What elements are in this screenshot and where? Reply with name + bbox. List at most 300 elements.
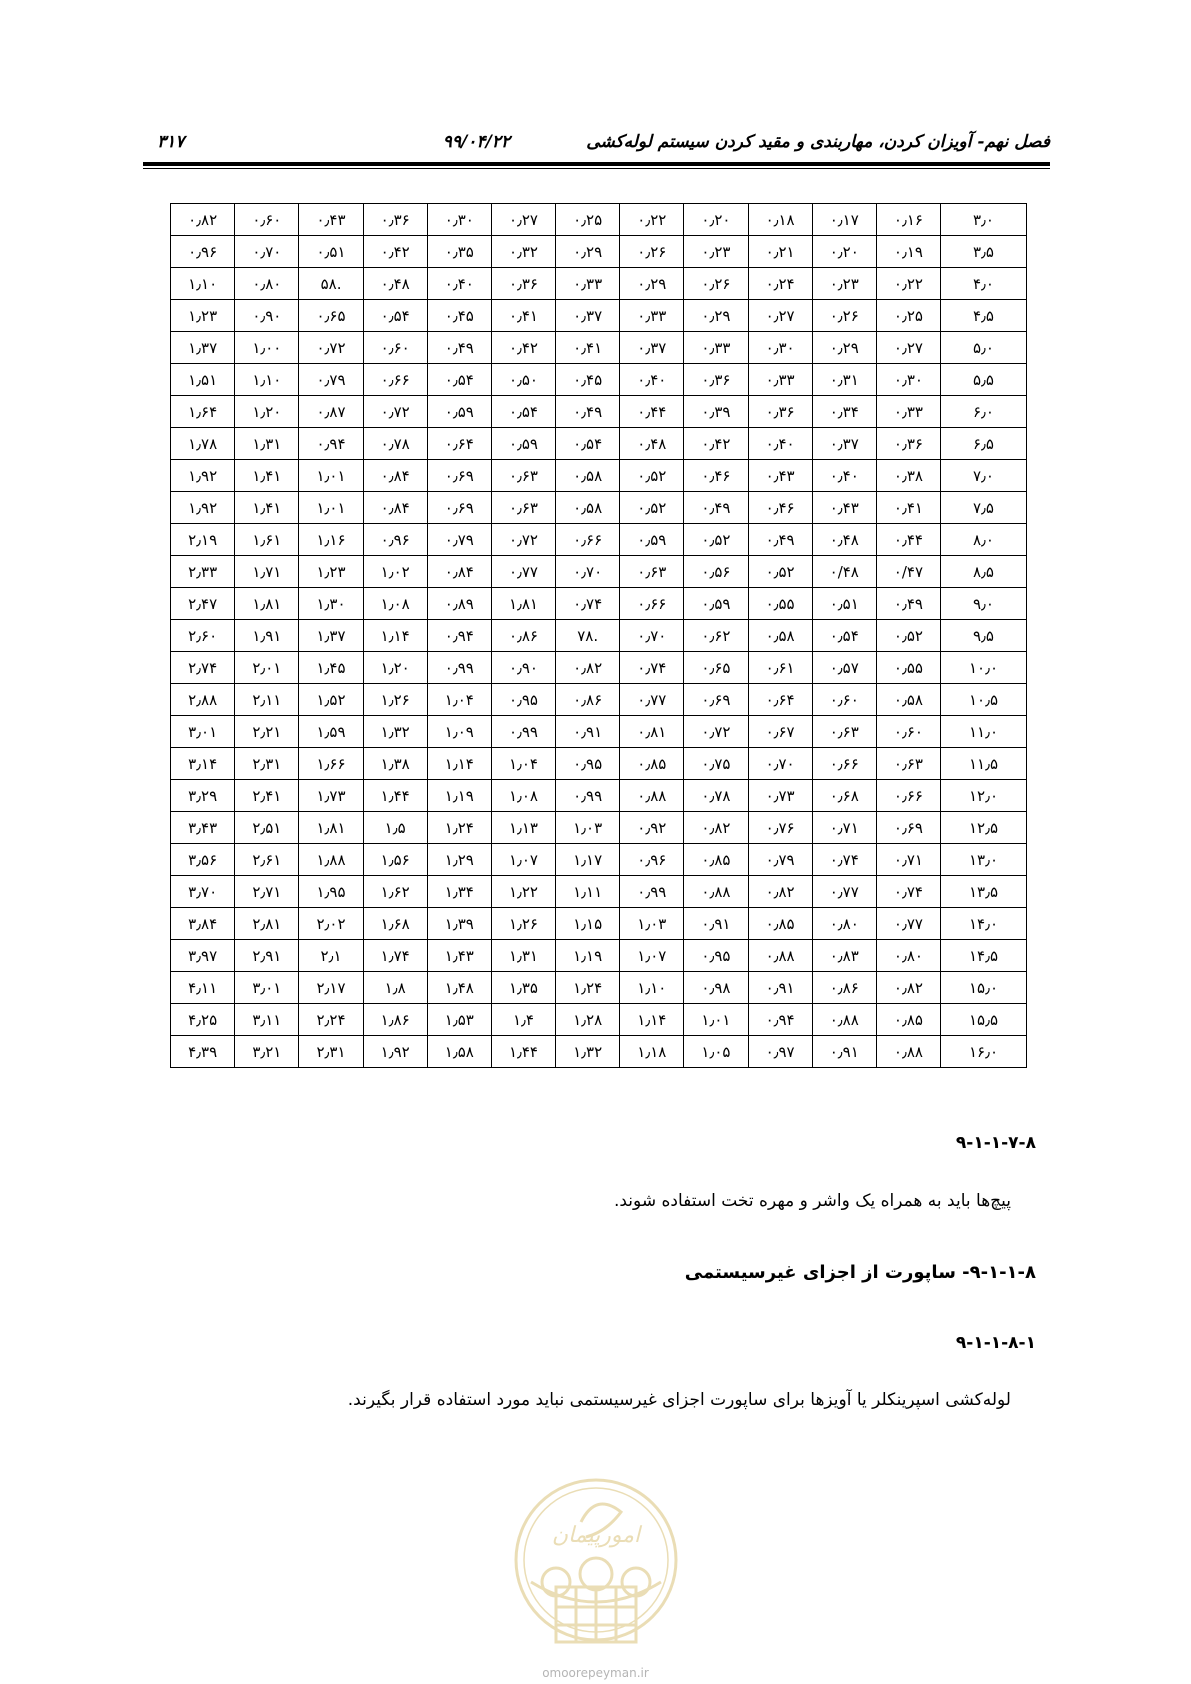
table-cell-value: ۱٫۴۳ xyxy=(427,940,491,972)
table-cell-value: ۱٫۴۱ xyxy=(235,492,299,524)
table-cell-span: ۱۵٫۵ xyxy=(941,1004,1027,1036)
table-cell-value: ۱٫۱۰ xyxy=(620,972,684,1004)
table-cell-value: ۰٫۱۷ xyxy=(812,204,876,236)
table-cell-value: ۰٫۵۴ xyxy=(363,300,427,332)
table-cell-value: ۰٫۶۰ xyxy=(876,716,940,748)
table-cell-value: ۰٫۷۹ xyxy=(748,844,812,876)
table-cell-value: ۰٫۲۳ xyxy=(812,268,876,300)
table-cell-value: ۰٫۴۳ xyxy=(748,460,812,492)
table-cell-span: ۳٫۵ xyxy=(941,236,1027,268)
table-cell-value: ۰٫۹۴ xyxy=(427,620,491,652)
table-cell-value: ۳٫۲۹ xyxy=(171,780,235,812)
table-cell-value: ۰٫۷۱ xyxy=(876,844,940,876)
table-cell-value: ۰٫۲۴ xyxy=(748,268,812,300)
table-row xyxy=(171,268,1027,300)
table-cell-value: ۲٫۸۱ xyxy=(235,908,299,940)
table-cell-value: ۱٫۶۸ xyxy=(363,908,427,940)
table-cell-value: ۱٫۴۴ xyxy=(363,780,427,812)
table-cell-span: ۱۳٫۵ xyxy=(941,876,1027,908)
table-cell-value: ۰٫۲۷ xyxy=(491,204,555,236)
table-cell-value: ۱٫۵۹ xyxy=(299,716,363,748)
table-cell-value: ۱٫۲۴ xyxy=(556,972,620,1004)
table-cell-value: ۰٫۴۸ xyxy=(620,428,684,460)
table-cell-value: ۰٫۴۰ xyxy=(812,460,876,492)
seal-text: امورپیمان xyxy=(551,1523,641,1548)
table-cell-value: ۰٫۲۰ xyxy=(684,204,748,236)
table-row xyxy=(171,908,1027,940)
table-cell-value: ۱٫۷۴ xyxy=(363,940,427,972)
table-cell-value: ۰٫۲۱ xyxy=(748,236,812,268)
table-cell-value: ۰٫۳۲ xyxy=(491,236,555,268)
table-row xyxy=(171,588,1027,620)
table-cell-value: ۰٫۲۲ xyxy=(876,268,940,300)
table-cell-value: ۱٫۶۲ xyxy=(363,876,427,908)
table-cell-value: ۱٫۰۱ xyxy=(299,460,363,492)
table-cell-value: ۰٫۸۸ xyxy=(812,1004,876,1036)
table-cell-value: ۰٫۹۱ xyxy=(556,716,620,748)
watermark-site: omoorepeyman.ir xyxy=(542,1666,649,1680)
table-cell-value: ۰٫۵۱ xyxy=(812,588,876,620)
table-row xyxy=(171,620,1027,652)
page-number: ۳۱۷ xyxy=(157,132,185,152)
table-cell-value: ۰٫۸۹ xyxy=(427,588,491,620)
table-cell-value: ۰٫۷۰ xyxy=(235,236,299,268)
table-cell-value: ۱٫۴۸ xyxy=(427,972,491,1004)
table-cell-value: ۱٫۱۱ xyxy=(556,876,620,908)
table-cell-value: ۰٫۵۲ xyxy=(620,492,684,524)
table-row xyxy=(171,492,1027,524)
table-cell-span: ۱۲٫۰ xyxy=(941,780,1027,812)
table-cell-value: ۰٫۸۲ xyxy=(876,972,940,1004)
table-cell-span: ۱۱٫۵ xyxy=(941,748,1027,780)
table-cell-value: ۱٫۱۹ xyxy=(556,940,620,972)
table-cell-value: ۰٫۷۷ xyxy=(491,556,555,588)
table-cell-value: ۰٫۵۴ xyxy=(556,428,620,460)
table-cell-value: ۱٫۱۵ xyxy=(556,908,620,940)
table-cell-value: ۰٫۵۹ xyxy=(427,396,491,428)
table-cell-value: ۰٫۶۳ xyxy=(812,716,876,748)
table-cell-value: ۱٫۰۷ xyxy=(620,940,684,972)
table-cell-value: ۰٫۴۵ xyxy=(556,364,620,396)
table-cell-value: ۱٫۲۰ xyxy=(235,396,299,428)
table-cell-value: ۱٫۱۰ xyxy=(235,364,299,396)
table-cell-value: ۱٫۶۴ xyxy=(171,396,235,428)
table-cell-value: ۰٫۴۶ xyxy=(684,460,748,492)
table-cell-span: ۸٫۰ xyxy=(941,524,1027,556)
table-cell-value: ۰٫۵۲ xyxy=(684,524,748,556)
table-cell-value: ۰٫۵۶ xyxy=(684,556,748,588)
table-cell-value: ۱٫۵ xyxy=(363,812,427,844)
table-cell-value: ۰٫۶۳ xyxy=(491,460,555,492)
table-cell-value: ۰٫۶۵ xyxy=(684,652,748,684)
table-cell-value: ۱٫۲۳ xyxy=(299,556,363,588)
table-cell-value: ۳٫۸۴ xyxy=(171,908,235,940)
table-cell-value: ۱٫۰۴ xyxy=(427,684,491,716)
table-row xyxy=(171,748,1027,780)
table-cell-value: ۱٫۲۹ xyxy=(427,844,491,876)
table-cell-value: ۱٫۰۸ xyxy=(491,780,555,812)
table-cell-value: ۰٫۵۹ xyxy=(620,524,684,556)
table-cell-value: ۰٫۵۰ xyxy=(491,364,555,396)
table-cell-value: ۳٫۲۱ xyxy=(235,1036,299,1068)
table-cell-value: ۰٫۹۵ xyxy=(556,748,620,780)
table-cell-value: ۰٫۶۹ xyxy=(427,492,491,524)
table-cell-value: ۰٫۳۸ xyxy=(876,460,940,492)
table-cell-span: ۱۳٫۰ xyxy=(941,844,1027,876)
table-cell-value: ۰٫۷۴ xyxy=(556,588,620,620)
table-cell-value: ۰٫۹۱ xyxy=(684,908,748,940)
table-cell-value: ۲٫۰۱ xyxy=(235,652,299,684)
table-cell-value: ۰٫۴۴ xyxy=(876,524,940,556)
table-cell-value: ۰٫۶۴ xyxy=(748,684,812,716)
table-cell-value: ۰٫۸۳ xyxy=(812,940,876,972)
table-cell-value: ۰٫۵۸ xyxy=(876,684,940,716)
table-cell-value: ۰٫۲۷ xyxy=(748,300,812,332)
section-heading-9-1-1-8-1: ۹-۱-۱-۸-۱ xyxy=(955,1333,1036,1353)
table-cell-value: ۰٫۶۰ xyxy=(812,684,876,716)
table-cell-span: ۳٫۰ xyxy=(941,204,1027,236)
table-cell-value: ۰٫۹۴ xyxy=(748,1004,812,1036)
table-cell-value: ۰٫۵۵ xyxy=(748,588,812,620)
table-cell-value: ۰٫۳۷ xyxy=(812,428,876,460)
table-cell-value: ۰٫۷۸ xyxy=(684,780,748,812)
table-cell-span: ۷٫۵ xyxy=(941,492,1027,524)
table-cell-value: ۰٫۶۶ xyxy=(363,364,427,396)
table-cell-value: ۰٫۹۵ xyxy=(684,940,748,972)
table-cell-value: ۲٫۱۱ xyxy=(235,684,299,716)
table-cell-value: ۱٫۸ xyxy=(363,972,427,1004)
table-cell-value: ۰٫۵۸ xyxy=(556,460,620,492)
table-cell-span: ۶٫۵ xyxy=(941,428,1027,460)
table-cell-value: ۰٫۸۵ xyxy=(748,908,812,940)
table-cell-value: ۰٫۳۰ xyxy=(876,364,940,396)
table-cell-value: ۲٫۲۴ xyxy=(299,1004,363,1036)
table-cell-value: ۰٫۷۰ xyxy=(748,748,812,780)
table-row xyxy=(171,236,1027,268)
table-cell-value: ۰٫۶۲ xyxy=(684,620,748,652)
load-table xyxy=(170,203,1027,1068)
table-cell-value: ۱٫۷۸ xyxy=(171,428,235,460)
table-cell-value: ۱٫۱۶ xyxy=(299,524,363,556)
table-cell-value: ۱٫۱۴ xyxy=(363,620,427,652)
table-cell-value: ۲٫۷۱ xyxy=(235,876,299,908)
table-cell-value: ۱٫۲۲ xyxy=(491,876,555,908)
table-cell-value: ۰٫۵۵ xyxy=(876,652,940,684)
table-cell-value: ۰٫۴۹ xyxy=(748,524,812,556)
table-cell-value: ۰٫۳۳ xyxy=(684,332,748,364)
table-cell-value: ۰٫۹۹ xyxy=(620,876,684,908)
table-cell-value: ۰٫۶۶ xyxy=(620,588,684,620)
table-cell-value: ۱٫۶۱ xyxy=(235,524,299,556)
table-cell-span: ۱۵٫۰ xyxy=(941,972,1027,1004)
table-cell-value: ۲٫۶۰ xyxy=(171,620,235,652)
table-cell-value: ۲٫۱۷ xyxy=(299,972,363,1004)
table-cell-value: ۰٫۳۰ xyxy=(427,204,491,236)
table-row xyxy=(171,780,1027,812)
table-cell-value: ۱٫۳۲ xyxy=(556,1036,620,1068)
table-cell-value: ۰٫۳۰ xyxy=(748,332,812,364)
table-cell-span: ۹٫۰ xyxy=(941,588,1027,620)
table-cell-value: ۰٫۸۸ xyxy=(684,876,748,908)
table-cell-value: ۲٫۴۷ xyxy=(171,588,235,620)
table-cell-value: ۰٫۲۹ xyxy=(556,236,620,268)
table-cell-value: ۱٫۰۳ xyxy=(620,908,684,940)
table-cell-value: ۱٫۰۸ xyxy=(363,588,427,620)
table-cell-value: ۱٫۳۷ xyxy=(299,620,363,652)
table-cell-value: ۰٫۶۳ xyxy=(491,492,555,524)
table-cell-value: ۴٫۳۹ xyxy=(171,1036,235,1068)
table-cell-value: ۰٫۸۰ xyxy=(812,908,876,940)
table-cell-value: ۰٫۸۴ xyxy=(427,556,491,588)
table-cell-value: ۰٫۹۷ xyxy=(748,1036,812,1068)
table-cell-value: ۱٫۸۱ xyxy=(299,812,363,844)
table-cell-value: ۰٫۶۵ xyxy=(299,300,363,332)
table-cell-value: ۰٫۵۷ xyxy=(812,652,876,684)
table-cell-value: ۰٫۲۳ xyxy=(684,236,748,268)
table-cell-value: ۰٫۴۹ xyxy=(556,396,620,428)
table-cell-value: ۰٫۸۲ xyxy=(684,812,748,844)
table-row xyxy=(171,332,1027,364)
table-cell-value: ۰٫۶۰ xyxy=(235,204,299,236)
table-cell-span: ۵٫۵ xyxy=(941,364,1027,396)
table-cell-value: ۰٫۶۶ xyxy=(876,780,940,812)
table-cell-value: ۰٫۱۸ xyxy=(748,204,812,236)
table-cell-value: ۲٫۳۱ xyxy=(235,748,299,780)
table-cell-value: ۱٫۲۰ xyxy=(363,652,427,684)
table-cell-value: ۱٫۴ xyxy=(491,1004,555,1036)
table-cell-value: ۰٫۵۸ xyxy=(556,492,620,524)
table-cell-value: ۰٫۸۷ xyxy=(299,396,363,428)
table-cell-value: ۰٫۷۷ xyxy=(620,684,684,716)
table-cell-value: ۰٫۳۶ xyxy=(491,268,555,300)
table-row xyxy=(171,1036,1027,1068)
table-cell-span: ۱۲٫۵ xyxy=(941,812,1027,844)
table-cell-value: ۰٫۷۱ xyxy=(812,812,876,844)
table-cell-value: ۱٫۵۳ xyxy=(427,1004,491,1036)
table-cell-value: ۰٫۸۵ xyxy=(620,748,684,780)
table-cell-value: ۰٫۴۹ xyxy=(427,332,491,364)
table-row xyxy=(171,652,1027,684)
table-cell-value: ۱٫۵۲ xyxy=(299,684,363,716)
table-cell-value: ۰٫۷۷ xyxy=(876,908,940,940)
table-cell-value: ۳٫۱۱ xyxy=(235,1004,299,1036)
table-cell-value: ۲٫۶۱ xyxy=(235,844,299,876)
table-cell-value: ۱٫۸۸ xyxy=(299,844,363,876)
table-cell-value: ۰٫۳۳ xyxy=(748,364,812,396)
table-cell-value: ۰٫۷۳ xyxy=(748,780,812,812)
table-cell-value: ۰٫۳۳ xyxy=(620,300,684,332)
table-cell-value: ۰٫۱۶ xyxy=(876,204,940,236)
table-cell-value: ۱٫۰۹ xyxy=(427,716,491,748)
table-cell-value: ۰٫۶۳ xyxy=(876,748,940,780)
table-cell-value: .۷۸ xyxy=(556,620,620,652)
table-cell-value: ۰٫۴۸ xyxy=(812,524,876,556)
table-row xyxy=(171,524,1027,556)
page-header xyxy=(143,128,1050,158)
table-cell-value: ۱٫۲۸ xyxy=(556,1004,620,1036)
table-cell-value: ۰٫۷۲ xyxy=(363,396,427,428)
table-cell-value: ۰٫۹۶ xyxy=(620,844,684,876)
table-cell-value: ۳٫۷۰ xyxy=(171,876,235,908)
table-cell-span: ۱۴٫۰ xyxy=(941,908,1027,940)
table-cell-value: ۰٫۷۰ xyxy=(556,556,620,588)
table-cell-value: ۱٫۸۱ xyxy=(235,588,299,620)
table-row xyxy=(171,716,1027,748)
table-cell-value: ۰٫۷۴ xyxy=(876,876,940,908)
table-cell-value: ۰٫۹۹ xyxy=(491,716,555,748)
table-row xyxy=(171,460,1027,492)
table-cell-value: ۰٫۴۸ xyxy=(363,268,427,300)
revision-date: ۹۹/۰۴/۲۲ xyxy=(442,132,510,152)
table-cell-value: ۰٫۷۷ xyxy=(812,876,876,908)
table-cell-value: ۱٫۹۱ xyxy=(235,620,299,652)
table-cell-value: ۰٫۷۲ xyxy=(491,524,555,556)
table-cell-value: ۰٫۳۶ xyxy=(876,428,940,460)
paragraph-bolts-washer: پیچ‌ها باید به همراه یک واشر و مهره تخت استفاده شوند. xyxy=(613,1191,1011,1211)
table-cell-value: ۱٫۱۴ xyxy=(620,1004,684,1036)
table-cell-value: ۱٫۳۱ xyxy=(491,940,555,972)
table-row xyxy=(171,428,1027,460)
table-cell-value: ۰٫۹۶ xyxy=(363,524,427,556)
table-cell-value: ۰٫۸۶ xyxy=(812,972,876,1004)
table-cell-value: ۰٫۵۹ xyxy=(684,588,748,620)
table-cell-value: ۰٫۴۴ xyxy=(620,396,684,428)
table-cell-value: ۱٫۴۴ xyxy=(491,1036,555,1068)
table-cell-value: ۰٫۶۱ xyxy=(748,652,812,684)
table-cell-value: ۱٫۳۱ xyxy=(235,428,299,460)
table-cell-value: ۰٫۷۲ xyxy=(684,716,748,748)
table-cell-value: ۲٫۲۱ xyxy=(235,716,299,748)
table-cell-value: ۰٫۸۴ xyxy=(363,492,427,524)
table-cell-value: ۰٫۹۶ xyxy=(171,236,235,268)
table-cell-value: ۰٫۴۶ xyxy=(748,492,812,524)
table-cell-value: ۱٫۸۱ xyxy=(491,588,555,620)
table-cell-value: ۰٫۶۶ xyxy=(556,524,620,556)
table-row xyxy=(171,684,1027,716)
table-cell-span: ۴٫۵ xyxy=(941,300,1027,332)
table-cell-value: ۱٫۰۲ xyxy=(363,556,427,588)
table-cell-value: ۰٫۵۴ xyxy=(812,620,876,652)
table-cell-value: ۰٫۷۶ xyxy=(748,812,812,844)
table-cell-value: ۰٫۴۲ xyxy=(684,428,748,460)
table-cell-value: ۰٫۸۰ xyxy=(876,940,940,972)
table-cell-value: ۰٫۳۳ xyxy=(556,268,620,300)
table-cell-value: ۲٫۴۱ xyxy=(235,780,299,812)
table-cell-value: ۰٫۵۲ xyxy=(748,556,812,588)
table-cell-value: ۱٫۲۳ xyxy=(171,300,235,332)
table-cell-value: ۰٫۲۲ xyxy=(620,204,684,236)
table-cell-span: ۱۰٫۵ xyxy=(941,684,1027,716)
table-cell-value: ۱٫۰۵ xyxy=(684,1036,748,1068)
table-cell-value: ۰٫۲۶ xyxy=(620,236,684,268)
table-row xyxy=(171,396,1027,428)
table-cell-value: ۰٫۳۹ xyxy=(684,396,748,428)
table-cell-value: ۳٫۰۱ xyxy=(171,716,235,748)
table-cell-value: ۰٫۵۴ xyxy=(491,396,555,428)
table-cell-value: ۰٫۶۹ xyxy=(427,460,491,492)
watermark-seal-icon xyxy=(511,1462,681,1662)
table-cell-value: ۴٫۱۱ xyxy=(171,972,235,1004)
table-cell-value: ۰٫۸۴ xyxy=(363,460,427,492)
table-cell-value: ۱٫۳۴ xyxy=(427,876,491,908)
table-cell-value: ۱٫۹۲ xyxy=(171,460,235,492)
table-row xyxy=(171,876,1027,908)
table-cell-value: ۰٫۲۰ xyxy=(812,236,876,268)
table-cell-value: ۰٫۶۳ xyxy=(620,556,684,588)
table-cell-span: ۷٫۰ xyxy=(941,460,1027,492)
table-cell-value: ۰٫۹۹ xyxy=(556,780,620,812)
table-cell-span: ۱۶٫۰ xyxy=(941,1036,1027,1068)
table-cell-value: ۰٫۹۱ xyxy=(748,972,812,1004)
table-cell-value: ۰٫۲۹ xyxy=(812,332,876,364)
table-cell-value: ۲٫۳۳ xyxy=(171,556,235,588)
table-cell-value: ۰٫۶۹ xyxy=(876,812,940,844)
table-cell-value: ۰٫۶۴ xyxy=(427,428,491,460)
table-cell-value: ۰٫۶۸ xyxy=(812,780,876,812)
table-cell-value: ۰٫۹۰ xyxy=(235,300,299,332)
table-cell-value: ۰٫۵۲ xyxy=(620,460,684,492)
table-cell-value: ۱٫۳۵ xyxy=(491,972,555,1004)
table-row xyxy=(171,1004,1027,1036)
table-cell-value: ۰٫۷۹ xyxy=(299,364,363,396)
section-heading-9-1-1-7-8: ۹-۱-۱-۷-۸ xyxy=(955,1133,1036,1153)
table-cell-value: ۰٫۸۵ xyxy=(876,1004,940,1036)
table-cell-value: ۰٫۸۵ xyxy=(684,844,748,876)
table-cell-value: ۱٫۱۴ xyxy=(427,748,491,780)
table-row xyxy=(171,300,1027,332)
header-rule-thick xyxy=(143,162,1050,166)
table-cell-value: ۰٫۲۹ xyxy=(684,300,748,332)
table-cell-value: ۰٫۹۰ xyxy=(491,652,555,684)
table-cell-value: ۰٫۷۴ xyxy=(812,844,876,876)
table-cell-value: ۰٫۳۶ xyxy=(684,364,748,396)
table-cell-value: ۰٫۷۲ xyxy=(299,332,363,364)
table-cell-value: ۰٫۸۶ xyxy=(491,620,555,652)
table-cell-value: ۱٫۳۲ xyxy=(363,716,427,748)
table-cell-value: ۰٫۴۹ xyxy=(684,492,748,524)
table-cell-value: ۰٫۹۱ xyxy=(812,1036,876,1068)
table-cell-value: ۰٫۹۴ xyxy=(299,428,363,460)
table-cell-value: ۲٫۵۱ xyxy=(235,812,299,844)
table-cell-value: ۰٫۲۹ xyxy=(620,268,684,300)
table-cell-value: ۲٫۹۱ xyxy=(235,940,299,972)
table-cell-value: ۱٫۴۱ xyxy=(235,460,299,492)
table-cell-value: ۰٫۶۷ xyxy=(748,716,812,748)
table-cell-value: ۰٫۲۷ xyxy=(876,332,940,364)
table-cell-value: ۰٫۴۰ xyxy=(427,268,491,300)
table-cell-value: ۰٫۸۶ xyxy=(556,684,620,716)
paragraph-sprinkler-piping: لوله‌کشی اسپرینکلر یا آویزها برای ساپورت اجزای غیرسیستمی نباید مورد استفاده قرار بگیرند. xyxy=(347,1390,1011,1410)
table-cell-value: .۵۸ xyxy=(299,268,363,300)
table-cell-span: ۶٫۰ xyxy=(941,396,1027,428)
table-cell-value: ۰٫۳۶ xyxy=(748,396,812,428)
table-cell-span: ۹٫۵ xyxy=(941,620,1027,652)
table-cell-value: ۳٫۹۷ xyxy=(171,940,235,972)
table-cell-value: ۱٫۳۹ xyxy=(427,908,491,940)
table-cell-value: ۰٫۶۹ xyxy=(684,684,748,716)
table-cell-value: ۰٫۲۵ xyxy=(556,204,620,236)
table-cell-value: ۰٫۸۲ xyxy=(556,652,620,684)
table-cell-value: ۰٫۳۱ xyxy=(812,364,876,396)
table-cell-value: ۰٫۴۱ xyxy=(491,300,555,332)
table-cell-value: ۰٫۹۵ xyxy=(491,684,555,716)
table-cell-value: ۰٫۴۱ xyxy=(556,332,620,364)
table-cell-value: ۱٫۱۳ xyxy=(491,812,555,844)
table-cell-value: ۱٫۸۶ xyxy=(363,1004,427,1036)
table-row xyxy=(171,204,1027,236)
table-cell-value: ۰٫۹۲ xyxy=(620,812,684,844)
header-rule-thin xyxy=(143,168,1050,169)
